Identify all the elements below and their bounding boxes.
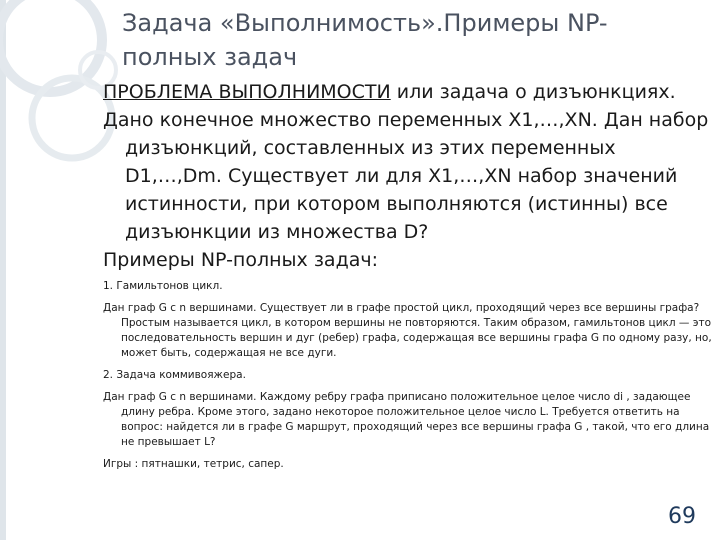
problem-rest: или задача о дизъюнкциях. — [390, 81, 676, 103]
item1-text: Дан граф G с n вершинами. Существует ли в графе простой цикл, проходящий через все вершины графа? Простым называется цикл, в котором вершины не повторяются. Таким образом, гамильтонов цикл — это последовательность вершин и дуг (ребер) графа, содержащая все вершины графа G по одному разу, но, может быть, содержащая не все дуги. — [103, 302, 712, 359]
item2-title: 2. Задача коммивояжера. — [103, 369, 246, 381]
games-line: Игры : пятнашки, тетрис, сапер. — [103, 458, 284, 470]
page-number: 69 — [668, 504, 696, 529]
slide-body — [103, 78, 715, 472]
item2-text: Дан граф G с n вершинами. Каждому ребру графа приписано положительное целое число di , задающее длину ребра. Кроме этого, задано некоторое положительное целое число L. Требуется ответить на вопрос: найдется ли в графе G маршрут, проходящий через все вершины графа G , такой, что его длина не превышает L? — [103, 391, 710, 448]
examples-heading: Примеры NP-полных задач: — [103, 249, 378, 271]
problem-paragraph — [103, 78, 715, 106]
problem-heading: ПРОБЛЕМА ВЫПОЛНИМОСТИ — [103, 81, 391, 103]
given-paragraph: Дано конечное множество переменных X1,…,XN. Дан набор дизъюнкций, составленных из этих переменных D1,…,Dm. Существует ли для X1,…,XN набор значений истинности, при котором выполняются (истинны) все дизъюнкции из множества D? — [103, 109, 709, 243]
item1-title: 1. Гамильтонов цикл. — [103, 280, 223, 292]
slide-title: Задача «Выполнимость».Примеры NP-полных задач — [122, 9, 608, 71]
